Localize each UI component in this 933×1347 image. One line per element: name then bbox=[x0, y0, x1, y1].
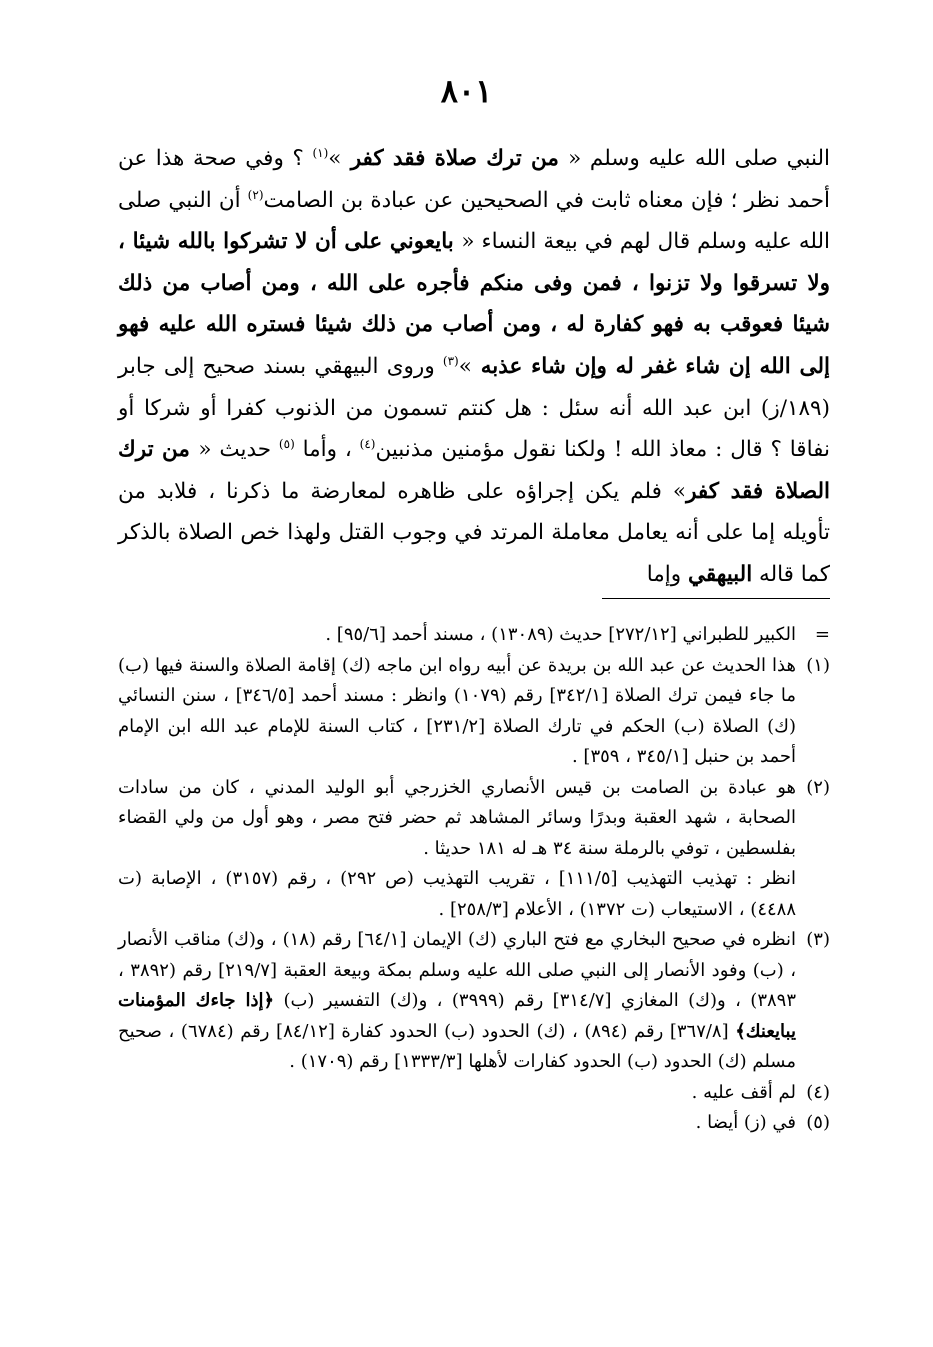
text-segment: ، وأما bbox=[294, 437, 360, 463]
footnote-2-references bbox=[118, 864, 830, 925]
text-segment: وإما bbox=[646, 561, 688, 587]
hadith-quote: من ترك صلاة فقد كفر bbox=[341, 146, 569, 171]
quran-quote: ﴿إذا جاءك المؤمنات يبايعنك﴾ bbox=[118, 990, 796, 1042]
text-segment: حديث « bbox=[198, 437, 279, 463]
text-segment: » فلم يكن إجراؤه على ظاهره لمعارضة ما ذكرنا ، فلابد من تأويله إما على أنه يعامل معاملة المرتد في وجوب القتل ولهذا خص الصلاة بالذكر كما قاله bbox=[118, 478, 830, 587]
footnote-text: في (ز) أيضا . bbox=[695, 1112, 796, 1133]
footnote-number: (١) bbox=[806, 654, 830, 676]
footnote-ref[interactable]: (٤) bbox=[359, 437, 376, 451]
footnote-5 bbox=[118, 1108, 830, 1139]
footnote-ref[interactable]: (٢) bbox=[247, 187, 264, 202]
footnote-number: (٥) bbox=[806, 1112, 830, 1133]
footnote-text: هو عبادة بن الصامت بن قيس الأنصاري الخزرجي أبو الوليد المدني ، كان من سادات الصحابة ، شهد العقبة وبدرًا وسائر المشاهد ثم حضر فتح مصر ، وهو أول من ولي القضاء بفلسطين ، توفي بالرملة سنة ٣٤ هـ له ١٨١ حديثا . bbox=[118, 776, 796, 859]
footnote-text bbox=[118, 925, 796, 1078]
main-text bbox=[118, 138, 830, 596]
footnote-ref[interactable]: (٣) bbox=[442, 353, 459, 368]
main-paragraph bbox=[118, 138, 830, 596]
footnote-segment: [٣٦٧/٨] رقم (٨٩٤) ، (ك) الحدود (ب) الحدود كفارة [٨٤/١٢] رقم (٦٧٨٤) ، صحيح مسلم (ك) الحدود (ب) الحدود كفارات لأهلها [١٣٣٣/٣] رقم (١٧٠٩) . bbox=[118, 1020, 796, 1072]
footnote-divider bbox=[602, 598, 830, 599]
footnote-ref[interactable]: (١) bbox=[312, 145, 329, 160]
footnote-2 bbox=[118, 773, 830, 865]
hadith-quote: من ترك الصلاة فقد كفر bbox=[118, 437, 830, 504]
footnote-text: لم أقف عليه . bbox=[691, 1081, 796, 1103]
footnotes-section bbox=[118, 620, 830, 1139]
text-segment: » bbox=[458, 353, 472, 379]
emphasized-name: البيهقي bbox=[687, 561, 753, 587]
hadith-quote: بايعوني على أن لا تشركوا بالله شيئا ، ولا تسرقوا ولا تزنوا ، فمن وفى منكم فأجره على الله ، ومن أصاب من ذلك شيئا فعوقب به فهو كفارة له ، ومن أصاب من ذلك شيئا فستره الله عليه فهو إلى الله إن شاء غفر له وإن شاء عذبه bbox=[118, 229, 830, 379]
text-segment: أن النبي صلى الله عليه وسلم قال لهم في بيعة النساء « bbox=[118, 187, 830, 255]
text-segment: النبي صلى الله عليه وسلم « bbox=[568, 146, 830, 171]
footnote-3 bbox=[118, 925, 830, 1078]
text-segment: وروى البيهقي بسند صحيح إلى جابر (١٨٩/ز) ابن عبد الله أنه سئل : هل كنتم تسمون من الذنوب كفرا أو شركا أو نفاقا ؟ قال : معاذ الله ! ولكنا نقول مؤمنين مذنبين bbox=[118, 353, 830, 463]
page-number: ٨٠١ bbox=[440, 72, 493, 110]
footnote-4 bbox=[118, 1078, 830, 1109]
footnote-text: هذا الحديث عن عبد الله بن بريدة عن أبيه رواه ابن ماجه (ك) إقامة الصلاة والسنة فيها (ب) ما جاء فيمن ترك الصلاة [٣٤٢/١] رقم (١٠٧٩) وانظر : مسند أحمد [٣٤٦/٥] ، سنن النسائي (ك) الصلاة (ب) الحكم في تارك الصلاة [٢٣١/٢] ، كتاب السنة للإمام عبد الله ابن الإمام أحمد بن حنبل [٣٤٥/١ ، ٣٥٩] . bbox=[118, 654, 797, 767]
footnote-number: (٣) bbox=[806, 929, 830, 950]
footnote-ref[interactable]: (٥) bbox=[278, 437, 295, 451]
text-segment: » bbox=[328, 146, 342, 171]
footnote-continuation bbox=[118, 620, 830, 651]
footnote-text: انظر : تهذيب التهذيب [١١١/٥] ، تقريب التهذيب (ص ٢٩٢) ، رقم (٣١٥٧) ، الإصابة (ت ٤٤٨٨) ، الاستيعاب (ت ١٣٧٢) ، الأعلام [٢٥٨/٣] . bbox=[118, 868, 797, 920]
footnote-segment: انظره في صحيح البخاري مع فتح الباري (ك) الإيمان [٦٤/١] رقم (١٨) ، و(ك) مناقب الأنصار ، (ب) وفود الأنصار إلى النبي صلى الله عليه وسلم بمكة وبيعة العقبة [٢١٩/٧] رقم (٣٨٩٢ ، ٣٨٩٣) ، و(ك) المغازي [٣١٤/٧] رقم (٣٩٩٩) ، و(ك) التفسير (ب) bbox=[118, 929, 797, 1011]
footnote-text: الكبير للطبراني [٢٧٢/١٢] حديث (١٣٠٨٩) ، مسند أحمد [٩٥/٦] . bbox=[325, 624, 796, 645]
continuation-mark: = bbox=[814, 624, 830, 645]
footnote-1 bbox=[118, 651, 830, 773]
footnote-number: (٢) bbox=[806, 776, 830, 798]
footnote-number: (٤) bbox=[806, 1081, 830, 1103]
text-segment: ؟ وفي صحة هذا عن أحمد نظر ؛ فإن معناه ثابت في الصحيحين عن عبادة بن الصامت bbox=[118, 146, 830, 213]
